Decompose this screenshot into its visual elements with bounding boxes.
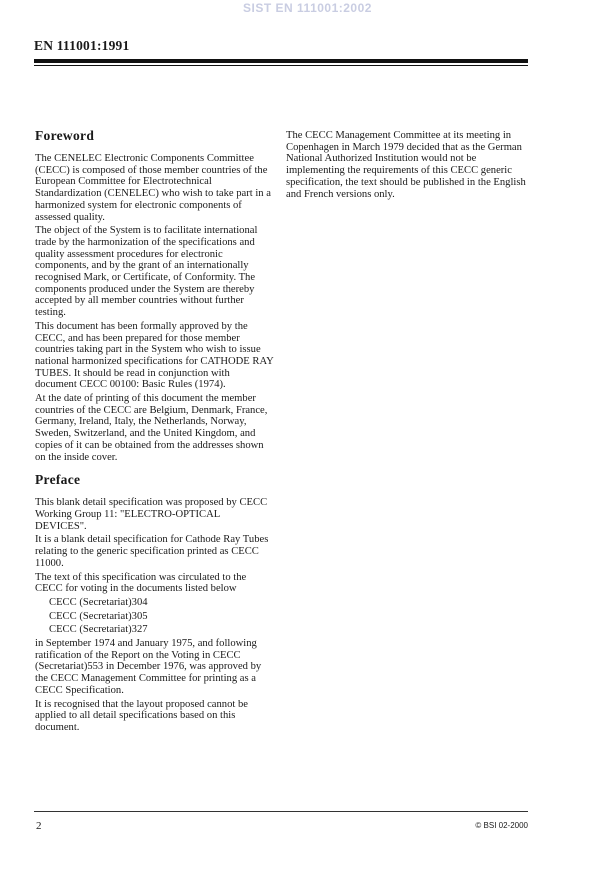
preface-paragraph: It is a blank detail specification for Cathode Ray Tubes relating to the generic specification printed as CECC 11000. [35,534,269,569]
watermark: SIST EN 111001:2002 [243,1,372,15]
preface-heading: Preface [35,472,81,488]
preface-paragraph: This blank detail specification was proposed by CECC Working Group 11: "ELECTRO-OPTICAL DEVICES". [35,497,268,532]
copyright-notice: © BSI 02-2000 [475,821,528,830]
voting-document: CECC (Secretariat)304 [49,596,148,608]
right-column [286,130,529,202]
page-number: 2 [36,820,42,832]
voting-document: CECC (Secretariat)305 [49,610,148,622]
voting-document: CECC (Secretariat)327 [49,624,148,636]
left-column [35,128,274,736]
header-rule-thick [34,59,528,63]
foreword-paragraph: At the date of printing of this document the member countries of the CECC are Belgium, Denmark, France, Germany, Ireland, Italy, the Netherlands, Norway, Sweden, Switzerland, and the United Kingdom, and copies of it can be obtained from the addresses shown on the inside cover. [35,393,268,463]
preface-paragraph: The text of this specification was circulated to the CECC for voting in the documents listed below [35,571,247,595]
foreword-paragraph: The CENELEC Electronic Components Committee (CECC) is composed of those member countries of the European Committee for Electrotechnical Standardization (CENELEC) who wish to take part in a harmonized system for electronic components of assessed quality. [35,153,271,223]
preface-paragraph: It is recognised that the layout proposed cannot be applied to all detail specifications based on this document. [35,698,248,733]
header-rule-thin [34,65,528,66]
foreword-heading: Foreword [35,128,95,143]
foreword-paragraph: The object of the System is to facilitate international trade by the harmonization of the specifications and quality assessment procedures for electronic components, and by the grant of an internationally recognised Mark, or Certificate, of Conformity. The components produced under the System are thereby accepted by all member countries without further testing. [35,225,258,319]
foreword-paragraph: This document has been formally approved by the CECC, and has been prepared for those member countries taking part in the System who wish to issue national harmonized specifications for CATHODE RAY TUBES. It should be read in conjunction with document CECC 00100: Basic Rules (1974). [35,320,274,391]
preface-paragraph: in September 1974 and January 1975, and following ratification of the Report on the Voting in CECC (Secretariat)553 in December 1976, was approved by the CECC Management Committee for printing as a CECC Specification. [35,638,262,696]
document-id: EN 111001:1991 [34,38,130,53]
management-committee-paragraph: The CECC Management Committee at its meeting in Copenhagen in March 1979 decided that as the German National Authorized Institution would not be implementing the requirements of this CECC generic specification, the text should be published in the English and French versions only. [286,130,526,200]
footer-rule [34,811,528,812]
